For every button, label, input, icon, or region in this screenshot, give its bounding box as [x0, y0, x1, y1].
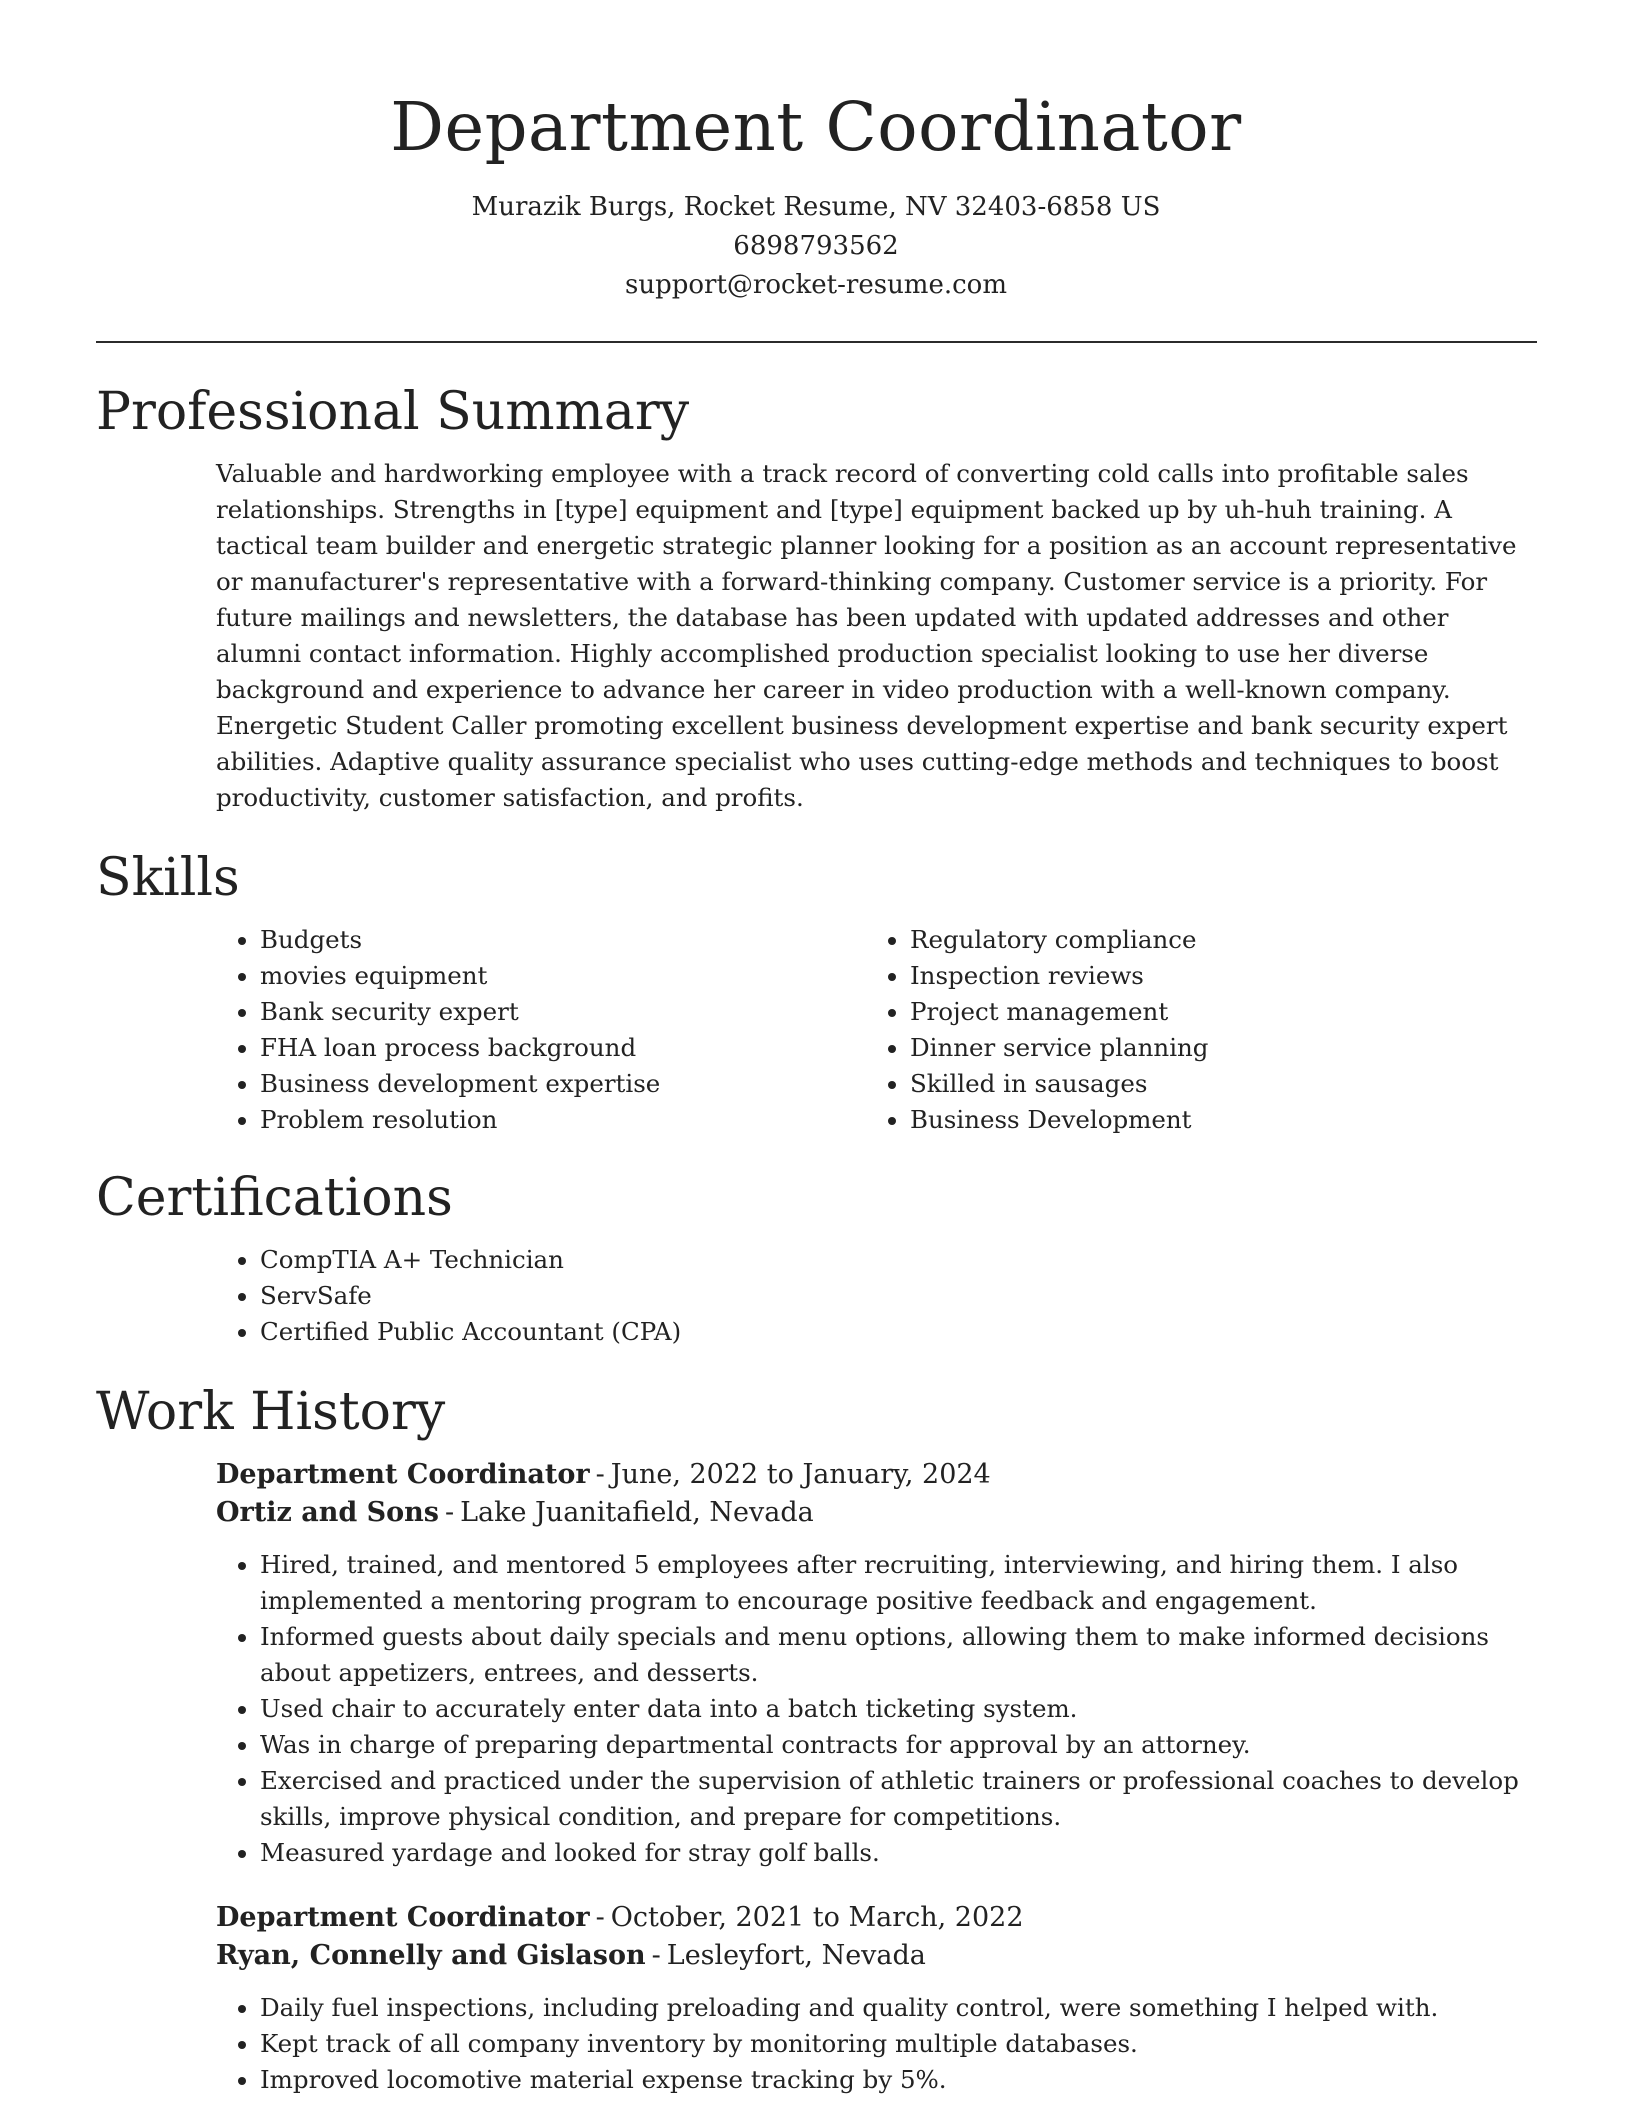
- skill-item: • Dinner service planning: [910, 1030, 1516, 1066]
- job-company: Ortiz and Sons: [216, 1497, 439, 1528]
- work-history-heading: Work History: [96, 1382, 446, 1442]
- job-bullet: • Informed guests about daily specials and menu options, allowing them to make informed decisions about appetizers, entrees, and desserts.: [260, 1619, 1537, 1691]
- certifications-list: [216, 1242, 1537, 1350]
- section-summary: [96, 380, 1537, 816]
- job-title-line: [216, 1456, 1537, 1494]
- skill-item: • Problem resolution: [260, 1102, 866, 1138]
- certifications-body: [216, 1242, 1537, 1350]
- job-company-line: [216, 1937, 1537, 1975]
- skills-column-left: [216, 922, 866, 1138]
- skill-item: • movies equipment: [260, 958, 866, 994]
- section-work-history: [96, 1380, 1537, 2098]
- certification-item: • CompTIA A+ Technician: [260, 1242, 1537, 1278]
- job-dates: June, 2022 to January, 2024: [610, 1459, 991, 1490]
- skill-item: • Inspection reviews: [910, 958, 1516, 994]
- contact-phone: 6898793562: [733, 231, 899, 261]
- job-company-line: [216, 1494, 1537, 1532]
- header-divider: [96, 341, 1537, 343]
- skills-body: [216, 922, 1537, 1138]
- certifications-heading: Certifications: [96, 1168, 453, 1228]
- certification-item: • ServSafe: [260, 1278, 1537, 1314]
- skill-item: • Budgets: [260, 922, 866, 958]
- job-title: Department Coordinator: [216, 1902, 590, 1933]
- job-bullet: • Hired, trained, and mentored 5 employees after recruiting, interviewing, and hiring them. I also implemented a mentoring program to encourage positive feedback and engagement.: [260, 1547, 1537, 1619]
- job-bullets: [216, 1990, 1537, 2098]
- job-bullet: • Exercised and practiced under the supervision of athletic trainers or professional coaches to develop skills, improve physical condition, and prepare for competitions.: [260, 1763, 1537, 1835]
- section-skills: [96, 846, 1537, 1138]
- job-location: Lake Juanitafield, Nevada: [460, 1497, 814, 1528]
- job-bullet: • Daily fuel inspections, including preloading and quality control, were something I helped with.: [260, 1990, 1537, 2026]
- job-separator: -: [651, 1940, 661, 1971]
- job-bullets: [216, 1547, 1537, 1871]
- candidate-name: Department Coordinator: [390, 88, 1242, 166]
- job-entry: [216, 1899, 1537, 2098]
- job-bullet: • Kept track of all company inventory by monitoring multiple databases.: [260, 2026, 1537, 2062]
- job-location: Lesleyfort, Nevada: [666, 1940, 926, 1971]
- work-history-body: [216, 1456, 1537, 2098]
- job-title: Department Coordinator: [216, 1459, 590, 1490]
- job-title-line: [216, 1899, 1537, 1937]
- job-bullet: • Improved locomotive material expense tracking by 5%.: [260, 2062, 1537, 2098]
- skill-item: • Business development expertise: [260, 1066, 866, 1102]
- skills-list-left: [216, 922, 866, 1138]
- skill-item: • Business Development: [910, 1102, 1516, 1138]
- job-dates: October, 2021 to March, 2022: [610, 1902, 1024, 1933]
- skills-list-right: [866, 922, 1516, 1138]
- job-separator: -: [595, 1902, 605, 1933]
- skill-item: • FHA loan process background: [260, 1030, 866, 1066]
- skill-item: • Regulatory compliance: [910, 922, 1516, 958]
- contact-block: [0, 188, 1632, 305]
- skill-item: • Bank security expert: [260, 994, 866, 1030]
- contact-email: support@rocket-resume.com: [624, 270, 1007, 300]
- job-company: Ryan, Connelly and Gislason: [216, 1940, 646, 1971]
- skills-column-right: [866, 922, 1516, 1138]
- job-bullet: • Used chair to accurately enter data into a batch ticketing system.: [260, 1691, 1537, 1727]
- skills-columns: [216, 922, 1537, 1138]
- skill-item: • Skilled in sausages: [910, 1066, 1516, 1102]
- summary-body: [216, 456, 1537, 816]
- job-separator: -: [444, 1497, 455, 1528]
- job-bullet: • Was in charge of preparing departmental contracts for approval by an attorney.: [260, 1727, 1537, 1763]
- job-entry: [216, 1456, 1537, 1871]
- summary-heading: Professional Summary: [96, 382, 690, 442]
- job-separator: -: [595, 1459, 605, 1490]
- summary-text: Valuable and hardworking employee with a track record of converting cold calls into profitable sales relationships. Strengths in [type] equipment and [type] equipment backed up by uh-huh training. A tactical team builder and energetic strategic planner looking for a position as an account representative or manufacturer's representative with a forward-thinking company. Customer service is a priority. For future mailings and newsletters, the database has been updated with updated addresses and other alumni contact information. Highly accomplished production specialist looking to use her diverse background and experience to advance her career in video production with a well-known company. Energetic Student Caller promoting excellent business development expertise and bank security expert abilities. Adaptive quality assurance specialist who uses cutting-edge methods and techniques to boost productivity, customer satisfaction, and profits.: [216, 459, 1517, 812]
- skill-item: • Project management: [910, 994, 1516, 1030]
- contact-address: Murazik Burgs, Rocket Resume, NV 32403-6858 US: [471, 192, 1161, 222]
- skills-heading: Skills: [96, 848, 240, 908]
- certification-item: • Certified Public Accountant (CPA): [260, 1314, 1537, 1350]
- job-bullet: • Measured yardage and looked for stray golf balls.: [260, 1835, 1537, 1871]
- resume-header: [0, 0, 1632, 305]
- section-certifications: [96, 1166, 1537, 1350]
